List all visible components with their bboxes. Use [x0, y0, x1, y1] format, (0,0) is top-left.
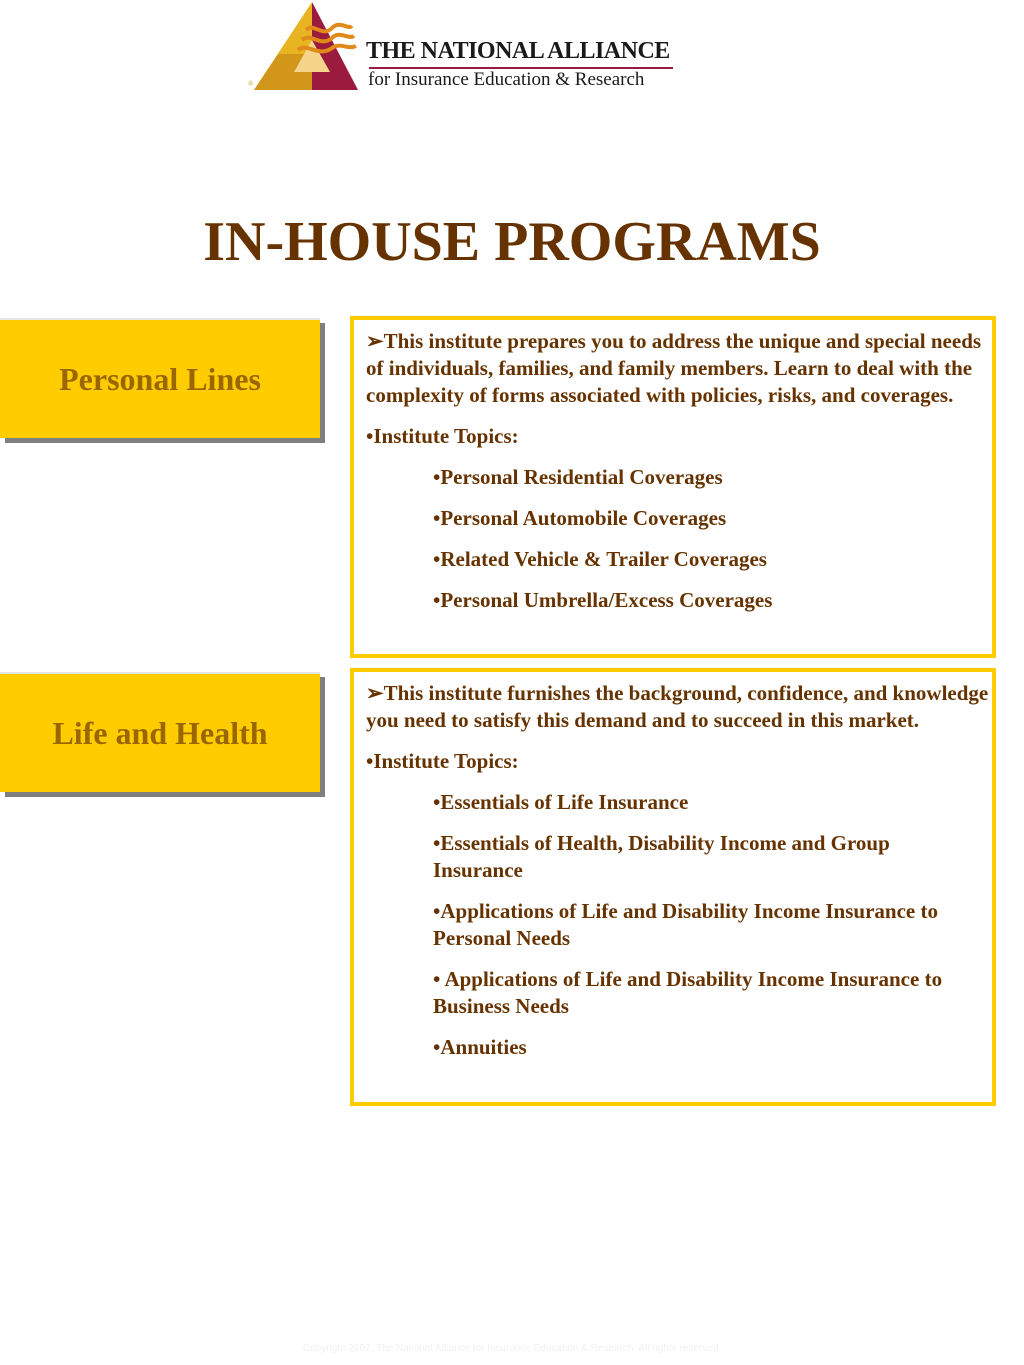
topic-item: •Applications of Life and Disability Income Insurance to Personal Needs: [433, 899, 938, 950]
arrow-bullet-icon: ➢: [366, 329, 384, 353]
registered-mark: ®: [248, 80, 254, 88]
tab-label: Life and Health: [52, 714, 268, 751]
page-title: IN-HOUSE PROGRAMS: [203, 211, 821, 273]
topics-label: •Institute Topics:: [366, 749, 519, 773]
topic-item: •Personal Umbrella/Excess Coverages: [433, 588, 773, 612]
org-name: THE NATIONAL ALLIANCE: [366, 38, 670, 64]
org-tagline: for Insurance Education & Research: [368, 69, 645, 90]
tab-label: Personal Lines: [59, 360, 261, 397]
topic-item: •Annuities: [433, 1035, 527, 1059]
brand-logo: [248, 0, 688, 96]
tab-personal-lines: [0, 318, 320, 438]
intro-text: This institute furnishes the background, confidence, and knowledge you need to satisfy this demand and to succeed in this market.: [366, 681, 989, 732]
alliance-triangle-icon: [248, 0, 360, 92]
topic-item: •Personal Automobile Coverages: [433, 506, 727, 530]
topic-item: •Essentials of Life Insurance: [433, 790, 689, 814]
tab-life-and-health: [0, 672, 320, 792]
copyright-footer: Copyright 2002, The National Alliance for Insurance Education & Research. All rights reserved.: [302, 1343, 722, 1354]
arrow-bullet-icon: ➢: [366, 681, 384, 705]
topic-item: •Related Vehicle & Trailer Coverages: [433, 547, 767, 571]
topics-label: •Institute Topics:: [366, 424, 519, 448]
life-and-health-description: [350, 668, 996, 1106]
personal-lines-description: [350, 316, 996, 658]
topic-item: •Essentials of Health, Disability Income and Group Insurance: [433, 831, 890, 882]
intro-paragraph: [366, 680, 992, 734]
intro-text: This institute prepares you to address the unique and special needs of individuals, families, and family members. Learn to deal with the complexity of forms associated with policies, risks, and coverages.: [366, 329, 982, 407]
topic-item: • Applications of Life and Disability Income Insurance to Business Needs: [433, 967, 943, 1018]
topic-item: •Personal Residential Coverages: [433, 465, 723, 489]
intro-paragraph: [366, 328, 992, 409]
